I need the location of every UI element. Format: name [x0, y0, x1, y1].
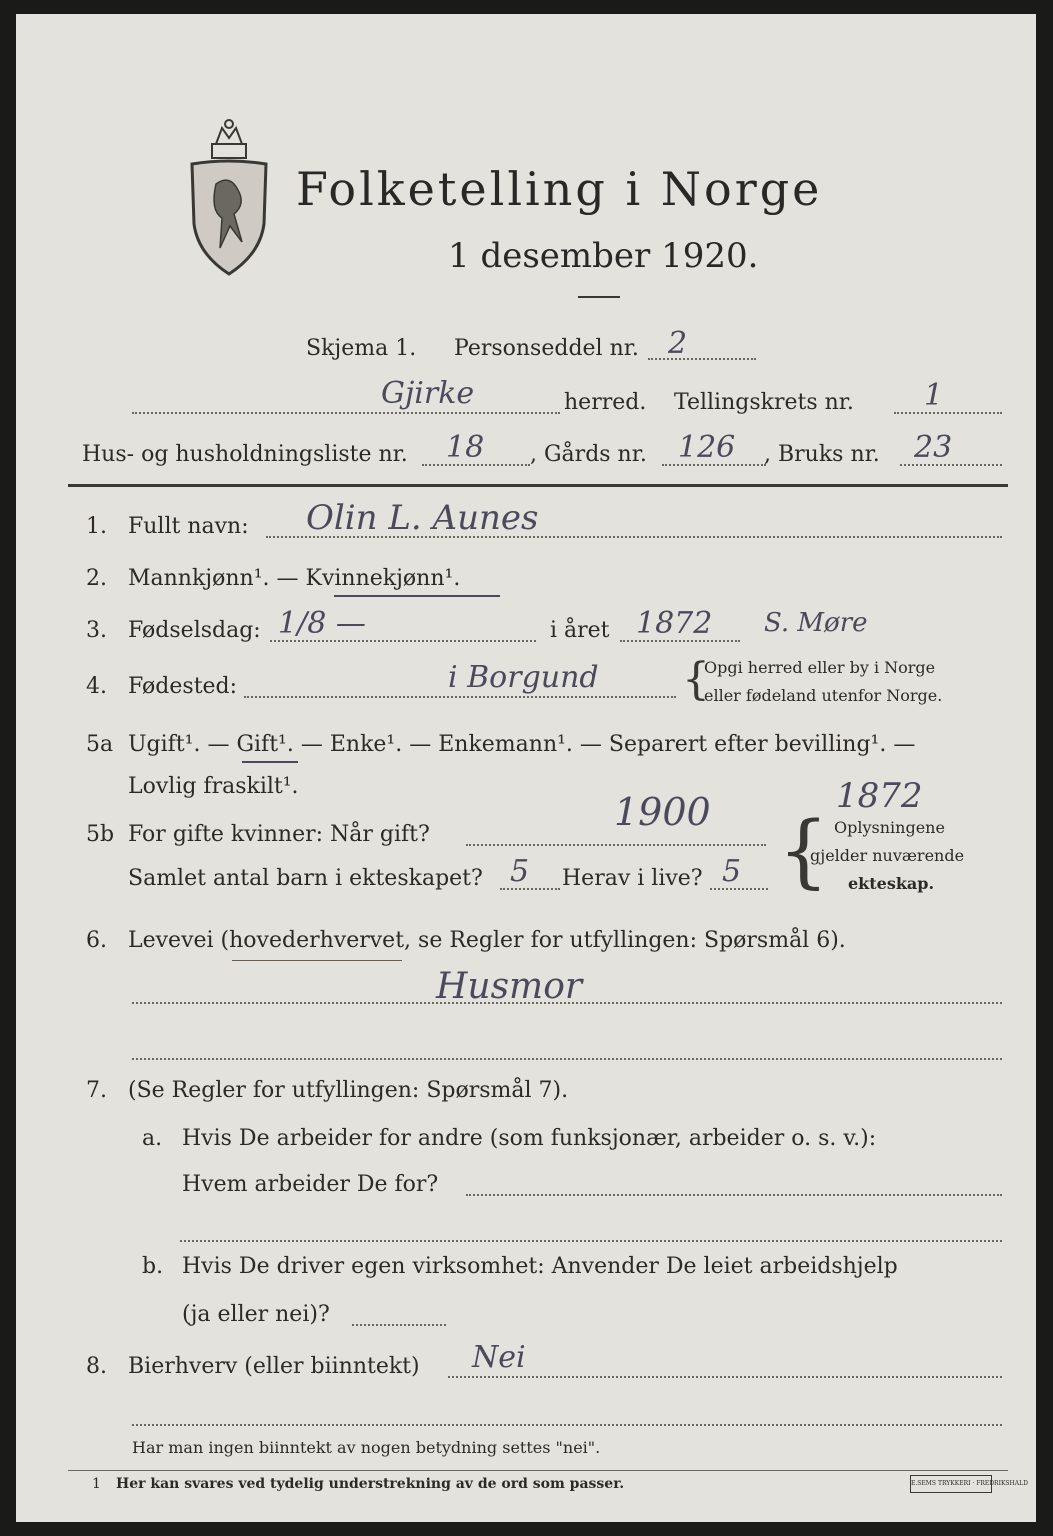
- birthday-value: 1/8 —: [278, 606, 366, 641]
- printer-stamp: E.SEMS TRYKKERI · FREDRIKSHALD: [910, 1475, 992, 1493]
- q3-number: 3.: [86, 618, 107, 643]
- personseddel-line: [648, 358, 756, 360]
- q1-label: Fullt navn:: [128, 514, 249, 539]
- q5b-number: 5b: [86, 822, 115, 847]
- census-form-sheet: [16, 14, 1036, 1522]
- footnote-text: Her kan svares ved tydelig understrekning av de ord som passer.: [116, 1476, 625, 1492]
- form-title: Folketelling i Norge: [296, 162, 823, 216]
- personseddel-value: 2: [668, 326, 688, 361]
- tellingskrets-label: Tellingskrets nr.: [674, 390, 854, 415]
- q6-line2: [132, 1058, 1002, 1060]
- q4-note-line1: Opgi herred eller by i Norge: [704, 658, 936, 677]
- q5b-note-line1: Oplysningene: [834, 818, 945, 837]
- q5a-line2: Lovlig fraskilt¹.: [128, 774, 299, 799]
- form-date: 1 desember 1920.: [448, 236, 759, 276]
- birth-region-note: S. Møre: [764, 608, 868, 638]
- herred-line: [132, 412, 560, 414]
- footer-rule: [68, 1470, 1008, 1471]
- hus-label: Hus- og husholdningsliste nr.: [82, 442, 408, 467]
- q7a-question: Hvem arbeider De for?: [182, 1172, 439, 1197]
- q7b-question: (ja eller nei)?: [182, 1302, 330, 1327]
- bruks-label: , Bruks nr.: [764, 442, 880, 467]
- q8-number: 8.: [86, 1354, 107, 1379]
- q5a-number: 5a: [86, 732, 114, 757]
- extra-year-value: 1872: [836, 776, 923, 816]
- q8-label: Bierhverv (eller biinntekt): [128, 1354, 420, 1379]
- q7a-line1: [466, 1194, 1002, 1196]
- q3-label: Fødselsdag:: [128, 618, 261, 643]
- q7a-number: a.: [142, 1126, 163, 1151]
- q5b-brace: {: [778, 804, 829, 897]
- q7b-line: [352, 1324, 446, 1326]
- q5b-note-line2: gjelder nuværende: [810, 846, 965, 865]
- year-label: i året: [550, 618, 610, 643]
- q2-label: Mannkjønn¹. — Kvinnekjønn¹.: [128, 566, 461, 591]
- footnote-mark: 1: [92, 1476, 101, 1492]
- q5b-note-line3: ekteskap.: [848, 874, 935, 893]
- q2-underline: [334, 595, 500, 597]
- herred-label: herred.: [564, 390, 647, 415]
- full-name-value: Olin L. Aunes: [306, 498, 539, 538]
- footer-note: Har man ingen biinntekt av nogen betydning settes "nei".: [132, 1438, 601, 1457]
- q7b-text: Hvis De driver egen virksomhet: Anvender De leiet arbeidshjelp: [182, 1254, 898, 1279]
- gards-label: , Gårds nr.: [530, 442, 647, 467]
- q6-line1: [132, 1002, 1002, 1004]
- q7a-text: Hvis De arbeider for andre (som funksjonær, arbeider o. s. v.):: [182, 1126, 877, 1151]
- gards-value: 126: [678, 430, 736, 465]
- married-year-value: 1900: [614, 790, 711, 834]
- q8-line2: [132, 1424, 1002, 1426]
- q7b-number: b.: [142, 1254, 164, 1279]
- q5a-underline: [242, 761, 298, 763]
- occupation-value: Husmor: [436, 966, 583, 1007]
- hus-value: 18: [446, 430, 485, 465]
- q5b-label1: For gifte kvinner: Når gift?: [128, 822, 430, 847]
- personseddel-label: Personseddel nr.: [454, 336, 639, 361]
- q4-note-line2: eller fødeland utenfor Norge.: [704, 686, 943, 705]
- coat-of-arms-icon: [186, 114, 272, 284]
- q6-underline: [232, 960, 402, 961]
- header-rule: [68, 484, 1008, 487]
- q4-number: 4.: [86, 674, 107, 699]
- bruks-value: 23: [914, 430, 953, 465]
- q7-number: 7.: [86, 1078, 107, 1103]
- birthyear-value: 1872: [636, 606, 713, 641]
- side-income-value: Nei: [472, 1340, 526, 1375]
- skjema-label: Skjema 1.: [306, 336, 417, 361]
- q5b-label2: Samlet antal barn i ekteskapet?: [128, 866, 483, 891]
- q5b-married-line: [466, 844, 766, 846]
- birthplace-value: i Borgund: [448, 660, 599, 695]
- alive-label: Herav i live?: [562, 866, 703, 891]
- tellingskrets-value: 1: [924, 378, 944, 413]
- q4-brace: {: [682, 654, 710, 705]
- q4-line: [244, 696, 676, 698]
- q4-label: Fødested:: [128, 674, 238, 699]
- q1-number: 1.: [86, 514, 107, 539]
- q5a-line1: Ugift¹. — Gift¹. — Enke¹. — Enkemann¹. — Separert efter bevilling¹. —: [128, 732, 916, 757]
- q7a-line2: [180, 1240, 1002, 1242]
- tellingskrets-line: [894, 412, 1002, 414]
- q6-number: 6.: [86, 928, 107, 953]
- children-line: [500, 888, 560, 890]
- q2-number: 2.: [86, 566, 107, 591]
- alive-value: 5: [722, 854, 742, 889]
- herred-value: Gjirke: [381, 376, 475, 411]
- q7-label: (Se Regler for utfyllingen: Spørsmål 7).: [128, 1078, 569, 1103]
- title-divider: [578, 296, 620, 298]
- q6-label: Levevei (hovederhvervet, se Regler for utfyllingen: Spørsmål 6).: [128, 928, 846, 953]
- children-value: 5: [510, 854, 530, 889]
- q8-line1: [448, 1376, 1002, 1378]
